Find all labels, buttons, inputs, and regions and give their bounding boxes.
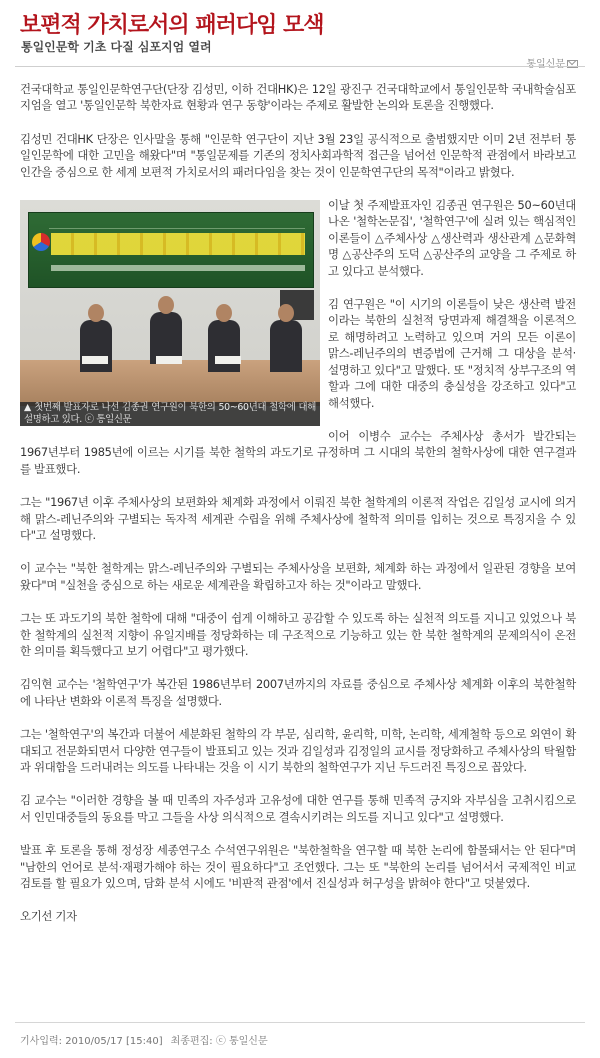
banner-stripe — [51, 233, 305, 255]
photo-nameplate — [82, 356, 108, 364]
subheadline: 통일인문학 기초 다질 심포지엄 열려 — [21, 40, 212, 54]
byline: 오기선 기자 — [20, 909, 77, 924]
article-photo[interactable] — [20, 200, 320, 426]
photo-panelist — [80, 320, 112, 372]
source-link[interactable] — [526, 55, 578, 70]
photo-panelist — [208, 320, 240, 372]
paragraph-8: 그는 또 과도기의 북한 철학에 대해 "대중이 쉽게 이해하고 공감할 수 있도록 하는 실천적 의도를 지니고 있었으나 북한 철학계의 실천적 지향이 유일지배를 정당화하는 데 구조적으로 기능하고 있는 한 북한 철학계의 문제의식이 온전한 의미를 획득했다고 보기 어렵다"고 평가했다. — [20, 611, 576, 658]
paragraph-7: 이 교수는 "북한 철학계는 맑스-레닌주의와 구별되는 주체사상을 보편화, 체계화 하는 과정에서 일관된 경향을 보여 왔다"며 "실천을 중심으로 하는 새로운 세계관을 확립하고자 하는 것"이라고 말했다. — [20, 561, 576, 592]
paragraph-3: 이날 첫 주제발표자인 김종권 연구원은 50~60년대 나온 '철학논문집', '철학연구'에 실려 있는 핵심적인 이론들이 △주체사상 △생산력과 생산관계 △문화혁명 △공산주의 도덕 △공산주의 교양을 그 주제로 하고 있다고 분석했다. — [328, 198, 576, 278]
photo-panelist — [270, 320, 302, 372]
paragraph-11: 김 교수는 "이러한 경향을 볼 때 민족의 자주성과 고유성에 대한 연구를 통해 민족적 긍지와 자부심을 고취시킴으로서 인민대중들의 동요를 막고 그들을 사상 의식적으로 결속시키려는 의도를 지니고 있다"고 설명했다. — [20, 793, 576, 824]
source-label: 통일신문 — [526, 59, 565, 70]
paragraph-1: 건국대학교 통일인문학연구단(단장 김성민, 이하 건대HK)은 12일 광진구 건국대학교에서 통일인문학 국내학술심포지엄을 열고 '통일인문학 북한자료 현황과 연구 동향'이라는 주제로 활발한 논의와 토론을 진행했다. — [20, 82, 576, 113]
footer-divider — [15, 1022, 585, 1023]
photo-nameplate — [215, 356, 241, 364]
paragraph-2: 김성민 건대HK 단장은 인사말을 통해 "인문학 연구단이 지난 3월 23일 공식적으로 출범했지만 이미 2년 전부터 통일인문학에 대한 고민을 해왔다"며 "통일문제를 기존의 정치사회과학적 접근을 넘어선 인문학적 관점에서 바라보고 인간을 중심으로 한 세계 보편적 가치로서의 패러다임을 찾는 것이 인문학연구단의 목적"이라고 밝혔다. — [20, 131, 576, 179]
paragraph-10: 그는 '철학연구'의 복간과 더불어 세분화된 철학의 각 부문, 심리학, 윤리학, 미학, 논리학, 세계철학 등으로 외연이 확대되고 전문화되면서 다양한 연구들이 발표되고 있는 것과 김일성과 김정일의 교시를 정당화하고 주체사상의 탁월함과 위대함을 드러내려는 의도를 나타내는 것을 이 시기 북한의 철학연구가 지닌 두드러진 특징으로 꼽았다. — [20, 727, 576, 774]
paragraph-12: 발표 후 토론을 통해 정성장 세종연구소 수석연구위원은 "북한철학을 연구할 때 북한 논리에 함몰돼서는 안 된다"며 "남한의 언어로 분석·재평가해야 하는 것이 필요하다"고 조언했다. 그는 또 "북한의 논리를 넘어서서 국제적인 비교검토를 할 필요가 있으며, 담화 분석 시에도 '비판적 관점'에서 진실성과 허구성을 밝혀야 한다"고 덧붙였다. — [20, 843, 576, 891]
photo-caption: ▲ 첫번째 발표자로 나선 김종권 연구원이 북한의 50~60년대 철학에 대해 설명하고 있다. ⓒ 통일신문 — [20, 402, 320, 426]
article-body — [20, 81, 576, 942]
paragraph-5: 이어 이병수 교수는 주체사상 총서가 발간되는 1967년부터 1985년에 이르는 시기를 북한 철학의 과도기로 규정하며 그 시대의 북한의 철학사상에 대한 연구결과를 발표했다. — [20, 428, 576, 476]
banner-logo-icon — [32, 233, 50, 251]
publish-date: 기사입력: 2010/05/17 [15:40] — [20, 1036, 163, 1047]
paragraph-6: 그는 "1967년 이후 주체사상의 보편화와 체계화 과정에서 이뤄진 북한 철학계의 이론적 작업은 김일성 교시에 의거해 맑스-레닌주의와 구별되는 독자적 세계관 수립을 위해 주체사상에 철학적 의미를 입히는 것으로 특징지을 수 있다"고 설명했다. — [20, 495, 576, 542]
photo-banner — [28, 212, 314, 288]
article-footer — [20, 1032, 268, 1047]
final-editor: 최종편집: ⓒ 통일신문 — [170, 1036, 268, 1047]
article-photo-figure — [20, 200, 320, 426]
banner-stripe — [51, 265, 305, 271]
paragraph-9: 김익현 교수는 '철학연구'가 복간된 1986년부터 2007년까지의 자료를 중심으로 주체사상 체계화 이후의 북한철학에 나타난 변화와 이론적 특징을 설명했다. — [20, 677, 576, 708]
banner-stripe — [49, 219, 305, 229]
photo-nameplate — [156, 356, 182, 364]
paragraph-4: 김 연구원은 "이 시기의 이론들이 낮은 생산력 발전이라는 북한의 실천적 당면과제 해결책을 이론적으로 해명하려고 노력하고 있으며 거의 모든 이론이 맑스-레닌주의의 변증법에 근거해 그 대상을 분석·설명하고 있다"고 말했다. 또 "정치적 상부구조의 역할과 그에 대한 대중의 충실성을 강조하고 있다"고 해석했다. — [328, 297, 576, 410]
header-divider — [15, 66, 585, 67]
headline: 보편적 가치로서의 패러다임 모색 — [20, 12, 324, 38]
